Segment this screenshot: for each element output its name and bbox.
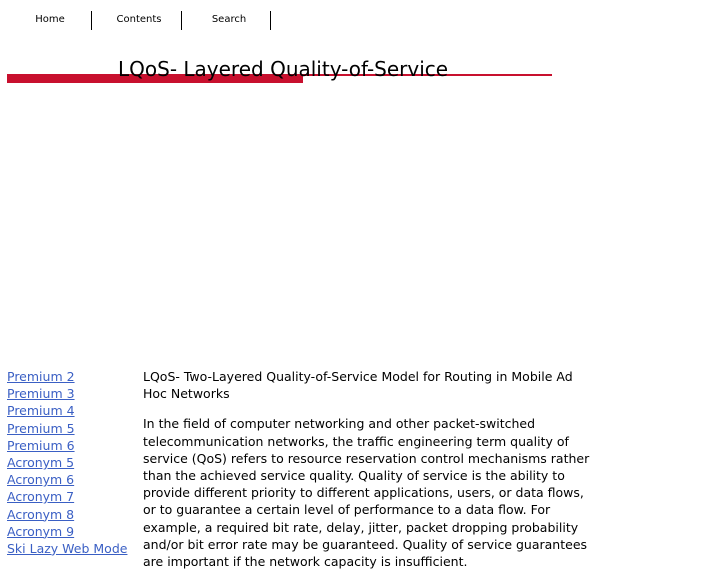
list-item [7,488,117,505]
nav-home-link[interactable]: Home [35,14,65,25]
sidebar-link-premium-3[interactable]: Premium 3 [7,386,75,402]
nav-contents-link[interactable]: Contents [116,14,162,25]
article-heading: LQoS- Two-Layered Quality-of-Service Model for Routing in Mobile Ad Hoc Networks [143,369,573,402]
list-item [7,402,117,419]
sidebar-link-premium-4[interactable]: Premium 4 [7,403,75,419]
sidebar-links [7,368,128,557]
sidebar-link-acronym-8[interactable]: Acronym 8 [7,506,75,522]
sidebar-link-premium-5[interactable]: Premium 5 [7,420,75,436]
sidebar-link-acronym-9[interactable]: Acronym 9 [7,523,75,539]
list-item [7,471,117,488]
list-item [7,540,128,557]
sidebar-link-ski-lazy-web-mode[interactable]: Ski Lazy Web Mode [7,540,128,556]
list-item [7,420,117,437]
nav-divider [91,11,92,30]
sidebar-link-acronym-6[interactable]: Acronym 6 [7,472,75,488]
list-item [7,454,117,471]
sidebar-link-acronym-5[interactable]: Acronym 5 [7,454,75,470]
list-item [7,385,117,402]
nav-divider [181,11,182,30]
nav-divider [270,11,271,30]
sidebar-link-premium-2[interactable]: Premium 2 [7,369,75,384]
sidebar-link-premium-6[interactable]: Premium 6 [7,437,75,453]
list-item [7,506,117,523]
list-item [7,368,117,385]
list-item [7,523,117,540]
page-title: LQoS- Layered Quality-of-Service [118,57,449,81]
article-body: In the field of computer networking and other packet-switched telecommunication networks, the traffic engineering term quality of service (QoS) refers to resource reservation control mechanisms rather than the achieved service quality. Quality of service is the ability to provide different priority to different applications, users, or data flows, or to guarantee a certain level of performance to a data flow. For example, a required bit rate, delay, jitter, packet dropping probability and/or bit error rate may be guaranteed. Quality of service guarantees are important if the network capacity is insufficient. [143,416,590,570]
sidebar-link-acronym-7[interactable]: Acronym 7 [7,489,75,505]
main-content [143,368,595,583]
list-item [7,437,117,454]
nav-search-link[interactable]: Search [211,14,247,25]
